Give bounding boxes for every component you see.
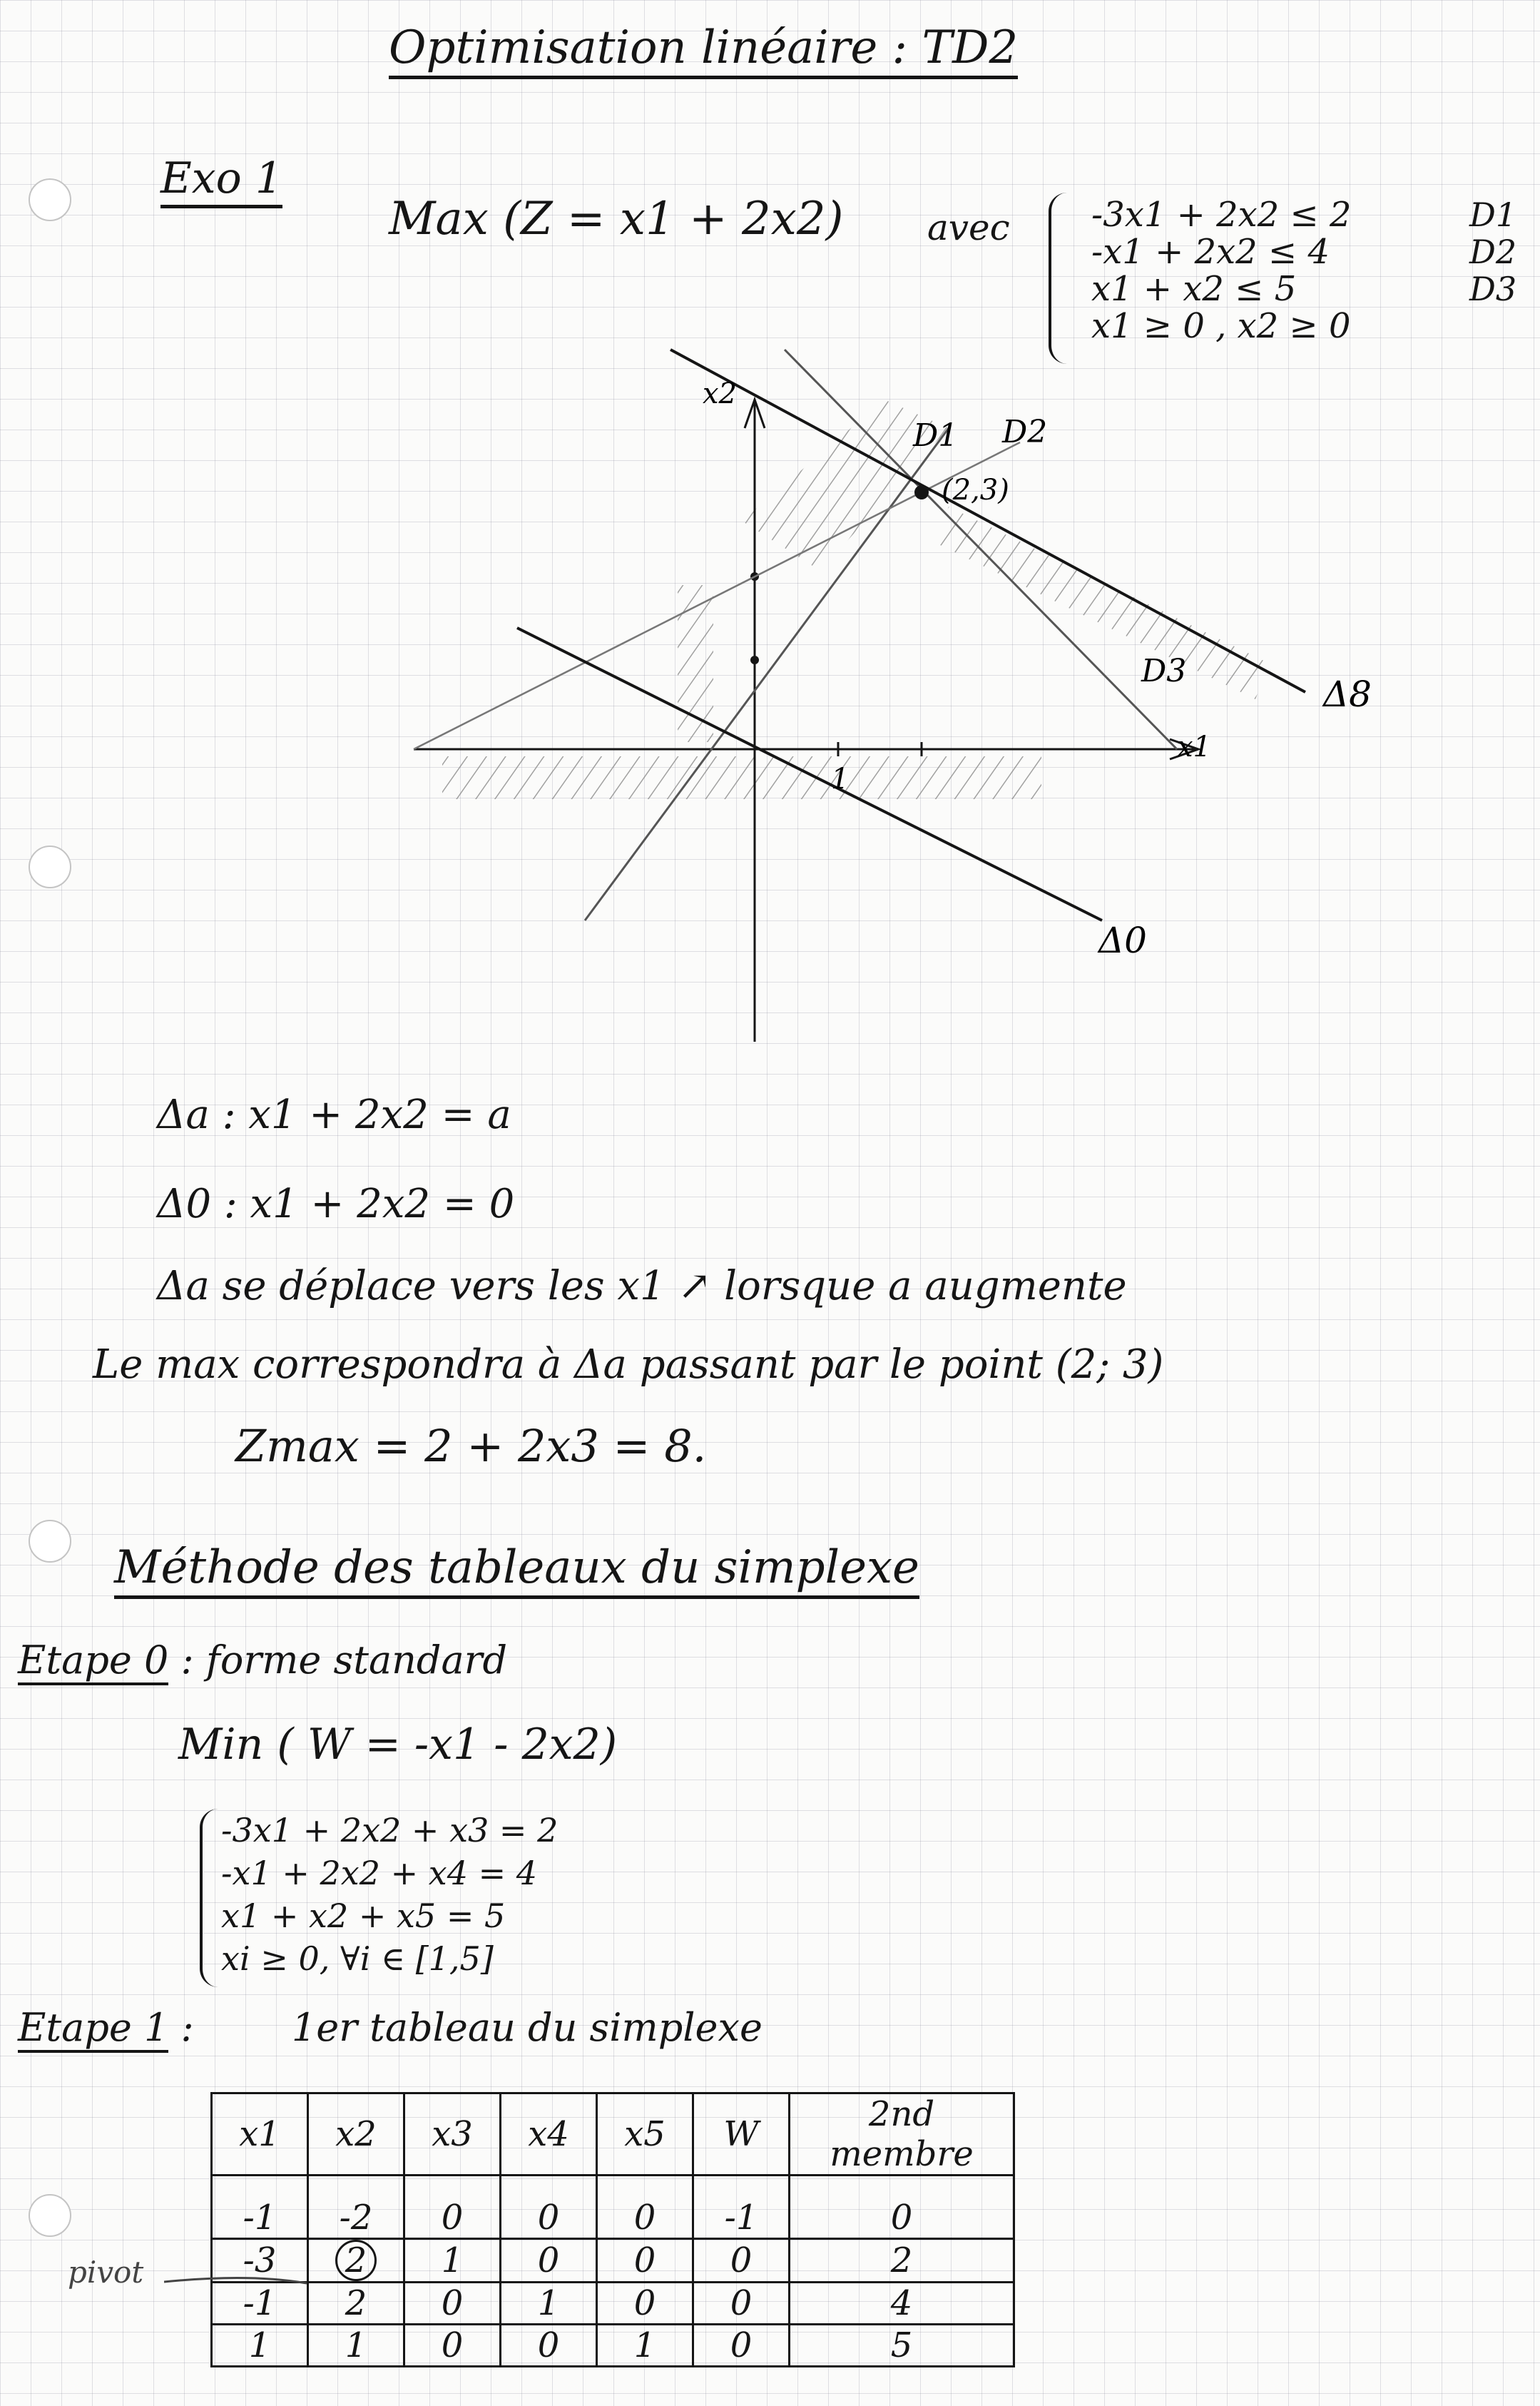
table-row bbox=[212, 2283, 1014, 2325]
table-cell: -1 bbox=[693, 2176, 790, 2239]
table-cell: 0 bbox=[501, 2176, 597, 2239]
table-cell: 1 bbox=[501, 2283, 597, 2325]
table-cell: 2 bbox=[308, 2283, 404, 2325]
label-optimum: (2,3) bbox=[942, 474, 1009, 507]
binder-hole bbox=[29, 1520, 71, 1563]
step-0: Etape 0 : forme standard bbox=[18, 1638, 507, 1682]
table-cell: 0 bbox=[404, 2283, 501, 2325]
binder-hole bbox=[29, 2194, 71, 2237]
table-cell: 0 bbox=[597, 2239, 693, 2283]
delta-0-equation: Δ0 : x1 + 2x2 = 0 bbox=[157, 1181, 515, 1227]
header-x5: x5 bbox=[597, 2093, 693, 2176]
tick-x2-1 bbox=[750, 656, 759, 664]
header-rhs: 2nd membre bbox=[790, 2093, 1014, 2176]
constraint-label-3: D3 bbox=[1469, 270, 1517, 308]
zmax-result: Zmax = 2 + 2x3 = 8. bbox=[235, 1420, 707, 1472]
header-x3: x3 bbox=[404, 2093, 501, 2176]
hatch-above-d3 bbox=[934, 507, 1270, 699]
avec-word: avec bbox=[927, 207, 1010, 248]
table-cell: 0 bbox=[693, 2239, 790, 2283]
system-brace bbox=[200, 1809, 218, 1987]
table-cell: 0 bbox=[501, 2239, 597, 2283]
constraint-3: x1 + x2 ≤ 5 bbox=[1091, 269, 1297, 309]
axis-x-label: x1 bbox=[1177, 731, 1212, 763]
step-1: Etape 1 : 1er tableau du simplexe bbox=[18, 2005, 763, 2050]
delta-move-text: Δa se déplace vers les x1 ↗ lorsque a augmente bbox=[157, 1263, 1127, 1309]
step-0-label: Etape 0 bbox=[18, 1638, 168, 1685]
table-cell: 1 bbox=[404, 2239, 501, 2283]
table-header-row bbox=[212, 2093, 1014, 2176]
table-cell: 0 bbox=[597, 2283, 693, 2325]
exercise-label: Exo 1 bbox=[160, 153, 282, 208]
label-delta8: Δ8 bbox=[1323, 674, 1372, 715]
system-eq-4: xi ≥ 0, ∀i ∈ [1,5] bbox=[221, 1939, 494, 1978]
table-row bbox=[212, 2176, 1014, 2239]
table-cell: -2 bbox=[308, 2176, 404, 2239]
table-cell: 0 bbox=[693, 2283, 790, 2325]
label-d1: D1 bbox=[913, 417, 959, 454]
optimum-point bbox=[914, 485, 929, 499]
table-cell: -3 bbox=[212, 2239, 308, 2283]
tick-label-1: 1 bbox=[831, 763, 850, 796]
table-cell: 0 bbox=[501, 2325, 597, 2367]
table-cell: 1 bbox=[597, 2325, 693, 2367]
table-cell: 1 bbox=[308, 2325, 404, 2367]
pivot-label: pivot bbox=[68, 2255, 144, 2290]
simplex-heading: Méthode des tableaux du simplexe bbox=[114, 1541, 919, 1599]
table-cell: -1 bbox=[212, 2176, 308, 2239]
simplex-table bbox=[210, 2092, 1015, 2367]
header-x1: x1 bbox=[212, 2093, 308, 2176]
table-cell: -1 bbox=[212, 2283, 308, 2325]
table-cell: 4 bbox=[790, 2283, 1014, 2325]
header-w: W bbox=[693, 2093, 790, 2176]
constraint-label-1: D1 bbox=[1469, 196, 1517, 234]
header-x2: x2 bbox=[308, 2093, 404, 2176]
system-eq-2: -x1 + 2x2 + x4 = 4 bbox=[221, 1854, 538, 1892]
table-row bbox=[212, 2239, 1014, 2283]
constraint-labels bbox=[1469, 196, 1516, 308]
label-d3: D3 bbox=[1141, 653, 1187, 689]
step-1-label: Etape 1 bbox=[18, 2005, 168, 2053]
table-cell: 0 bbox=[790, 2176, 1014, 2239]
table-cell: 1 bbox=[212, 2325, 308, 2367]
delta-a-equation: Δa : x1 + 2x2 = a bbox=[157, 1092, 511, 1138]
table-cell: 0 bbox=[404, 2176, 501, 2239]
table-row bbox=[212, 2325, 1014, 2367]
standard-system bbox=[221, 1809, 558, 1980]
pivot-arrow-path bbox=[164, 2278, 307, 2283]
min-objective: Min ( W = -x1 - 2x2) bbox=[178, 1720, 618, 1770]
binder-hole bbox=[29, 178, 71, 221]
constraint-1: -3x1 + 2x2 ≤ 2 bbox=[1091, 195, 1352, 235]
label-delta0: Δ0 bbox=[1098, 920, 1147, 961]
axis-y-label: x2 bbox=[703, 377, 738, 410]
step-0-desc: forme standard bbox=[205, 1638, 508, 1682]
constraint-label-2: D2 bbox=[1469, 233, 1517, 271]
system-eq-1: -3x1 + 2x2 + x3 = 2 bbox=[221, 1811, 559, 1849]
table-cell: 0 bbox=[404, 2325, 501, 2367]
max-text: Le max correspondra à Δa passant par le point (2; 3) bbox=[93, 1341, 1164, 1388]
pivot-value: 2 bbox=[335, 2240, 377, 2281]
binder-hole bbox=[29, 846, 71, 888]
pivot-arrow bbox=[164, 2268, 328, 2296]
feasible-region-graph bbox=[399, 314, 1398, 1056]
step-1-desc: 1er tableau du simplexe bbox=[291, 2005, 763, 2050]
header-x4: x4 bbox=[501, 2093, 597, 2176]
table-cell: 0 bbox=[597, 2176, 693, 2239]
label-d2: D2 bbox=[1002, 414, 1048, 450]
hatch-below-axis bbox=[442, 756, 1041, 799]
table-cell: 5 bbox=[790, 2325, 1014, 2367]
line-d3 bbox=[785, 350, 1177, 749]
table-cell: 0 bbox=[693, 2325, 790, 2367]
table-cell: 2 bbox=[790, 2239, 1014, 2283]
constraint-2: -x1 + 2x2 ≤ 4 bbox=[1091, 232, 1330, 272]
page-title: Optimisation linéaire : TD2 bbox=[389, 21, 1018, 79]
constraint-4: x1 ≥ 0 , x2 ≥ 0 bbox=[1091, 306, 1351, 346]
objective-function: Max (Z = x1 + 2x2) bbox=[389, 193, 844, 245]
system-eq-3: x1 + x2 + x5 = 5 bbox=[221, 1897, 506, 1935]
